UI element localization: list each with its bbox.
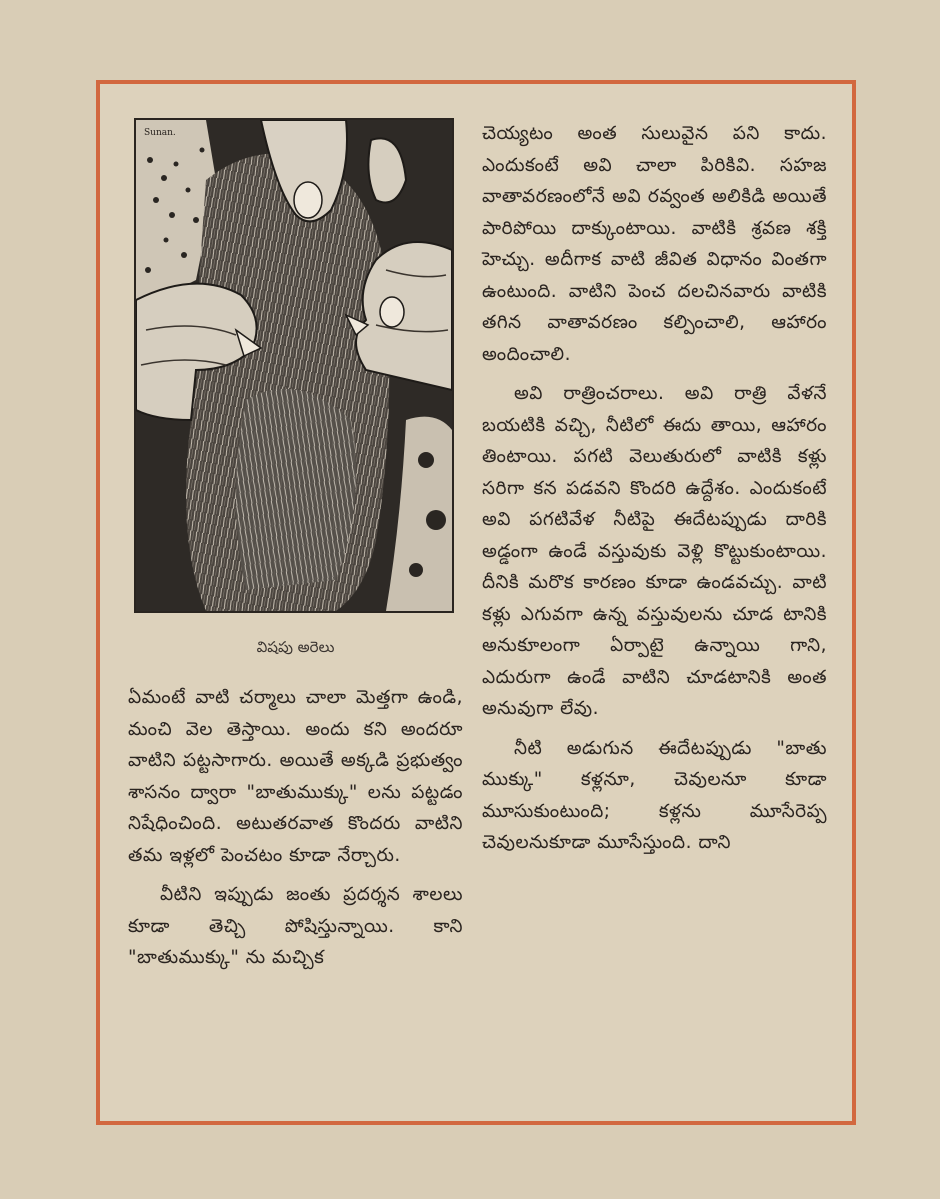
- paragraph: వీటిని ఇప్పుడు జంతు ప్రదర్శన శాలలు కూడా తెచ్చి పోషిస్తున్నాయి. కాని "బాతుముక్కు" ను మచ్చిక: [128, 884, 463, 968]
- platypus-spur-illustration: [134, 118, 454, 613]
- paragraph: ఏమంటే వాటి చర్మాలు చాలా మెత్తగా ఉండి, మంచి వెల తెస్తాయి. అందు కని అందరూ వాటిని పట్టసాగారు. అయితే అక్కడి ప్రభుత్వం శాసనం ద్వారా "బాతుముక్కు" లను పట్టడం నిషేధించింది. అటుతరవాత కొందరు వాటిని తమ ఇళ్లలో పెంచటం కూడా నేర్చారు.: [128, 687, 463, 866]
- artist-signature: Sunan.: [144, 128, 176, 138]
- figure-caption: విషపు అరెలు: [256, 638, 335, 656]
- illustration-drawing: [136, 120, 452, 611]
- paragraph: నీటి అడుగున ఈదేటప్పుడు "బాతు ముక్కు" కళ్లనూ, చెవులనూ కూడా మూసుకుంటుంది; కళ్లను మూసేరెప్ప చెవులనుకూడా మూసేస్తుంది. దాని: [482, 737, 827, 853]
- paragraph: చెయ్యటం అంత సులువైన పని కాదు. ఎందుకంటే అవి చాలా పిరికివి. సహజ వాతావరణంలోనే అవి రవ్వంత అలికిడి అయితే పారిపోయి దాక్కుంటాయి. వాటికి శ్రవణ శక్తి హెచ్చు. అదీగాక వాటి జీవిత విధానం వింతగా ఉంటుంది. వాటిని పెంచ దలచినవారు వాటికి తగిన వాతావరణం కల్పించాలి, ఆహారం అందించాలి.: [482, 123, 827, 365]
- left-column: [128, 118, 463, 982]
- paragraph: అవి రాత్రించరాలు. అవి రాత్రి వేళనే బయటికి వచ్చి, నీటిలో ఈదు తాయి, ఆహారం తింటాయి. పగటి వెలుతురులో వాటికి కళ్లు సరిగా కన పడవని కొందరి ఉద్దేశం. ఎందుకంటే అవి పగటివేళ నీటిపై ఈదేటప్పుడు దారికి అడ్డంగా ఉండే వస్తువుకు వెళ్లి కొట్టుకుంటాయి. దీనికి మరొక కారణం కూడా ఉండవచ్చు. వాటి కళ్లు ఎగువగా ఉన్న వస్తువులను చూడ టానికి అనుకూలంగా ఏర్పాటై ఉన్నాయి గాని, ఎదురుగా ఉండే వాటిని చూడటానికి అంత అనువుగా లేవు.: [482, 383, 827, 719]
- right-column: [482, 118, 827, 867]
